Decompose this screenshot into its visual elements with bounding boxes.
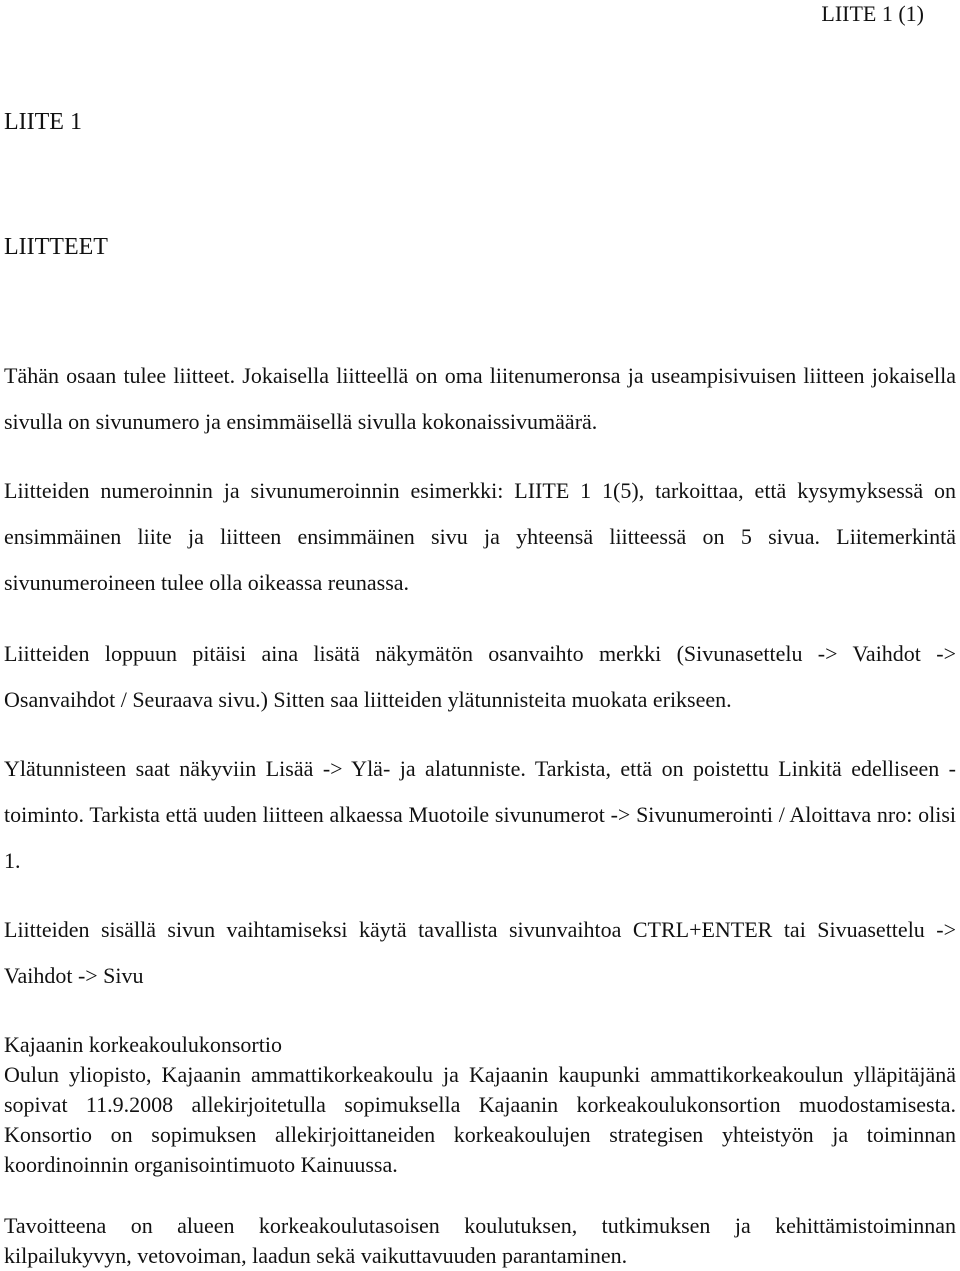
appendix-heading: LIITE 1 — [4, 109, 82, 135]
appendices-heading: LIITTEET — [4, 234, 108, 260]
page-number-header: LIITE 1 (1) — [821, 1, 924, 26]
paragraph-header-settings: Ylätunnisteen saat näkyviin Lisää -> Ylä- ja alatunniste. Tarkista, että on poistettu Linkitä edelliseen -toiminto. Tarkista että uuden liitteen alkaessa Muotoile sivunumerot -> Sivunumerointi / Aloittava nro: olisi 1. — [4, 756, 956, 873]
paragraph-goal: Tavoitteena on alueen korkeakoulutasoisen koulutuksen, tutkimuksen ja kehittämistoiminnan kilpailukyvyn, vetovoiman, laadun sekä vaikuttavuuden parantaminen. — [4, 1213, 956, 1268]
paragraph-numbering-example: Liitteiden numeroinnin ja sivunumeroinnin esimerkki: LIITE 1 1(5), tarkoittaa, että kysymyksessä on ensimmäinen liite ja liitteen ensimmäinen sivu ja yhteensä liitteessä on 5 sivua. Liitemerkintä sivunumeroineen tulee olla oikeassa reunassa. — [4, 478, 956, 595]
paragraph-consortium: Kajaanin korkeakoulukonsortio Oulun yliopisto, Kajaanin ammattikorkeakoulu ja Kajaanin kaupunki ammattikorkeakoulun ylläpitäjänä sopivat 11.9.2008 allekirjoitetulla sopimuksella Kajaanin korkeakoulukonsortion muodostamisesta. Konsortio on sopimuksen allekirjoittaneiden korkeakoulujen strategisen yhteistyön ja toiminnan koordinoinnin organisointimuoto Kainuussa. — [4, 1032, 956, 1177]
paragraph-intro: Tähän osaan tulee liitteet. Jokaisella liitteellä on oma liitenumeronsa ja useampisivuisen liitteen jokaisella sivulla on sivunumero ja ensimmäisellä sivulla kokonaissivumäärä. — [4, 363, 956, 434]
paragraph-section-break: Liitteiden loppuun pitäisi aina lisätä näkymätön osanvaihto merkki (Sivunasettelu -> Vaihdot -> Osanvaihdot / Seuraava sivu.) Sitten saa liitteiden ylätunnisteita muokata erikseen. — [4, 641, 956, 712]
paragraph-page-break: Liitteiden sisällä sivun vaihtamiseksi käytä tavallista sivunvaihtoa CTRL+ENTER tai Sivuasettelu -> Vaihdot -> Sivu — [4, 917, 956, 988]
